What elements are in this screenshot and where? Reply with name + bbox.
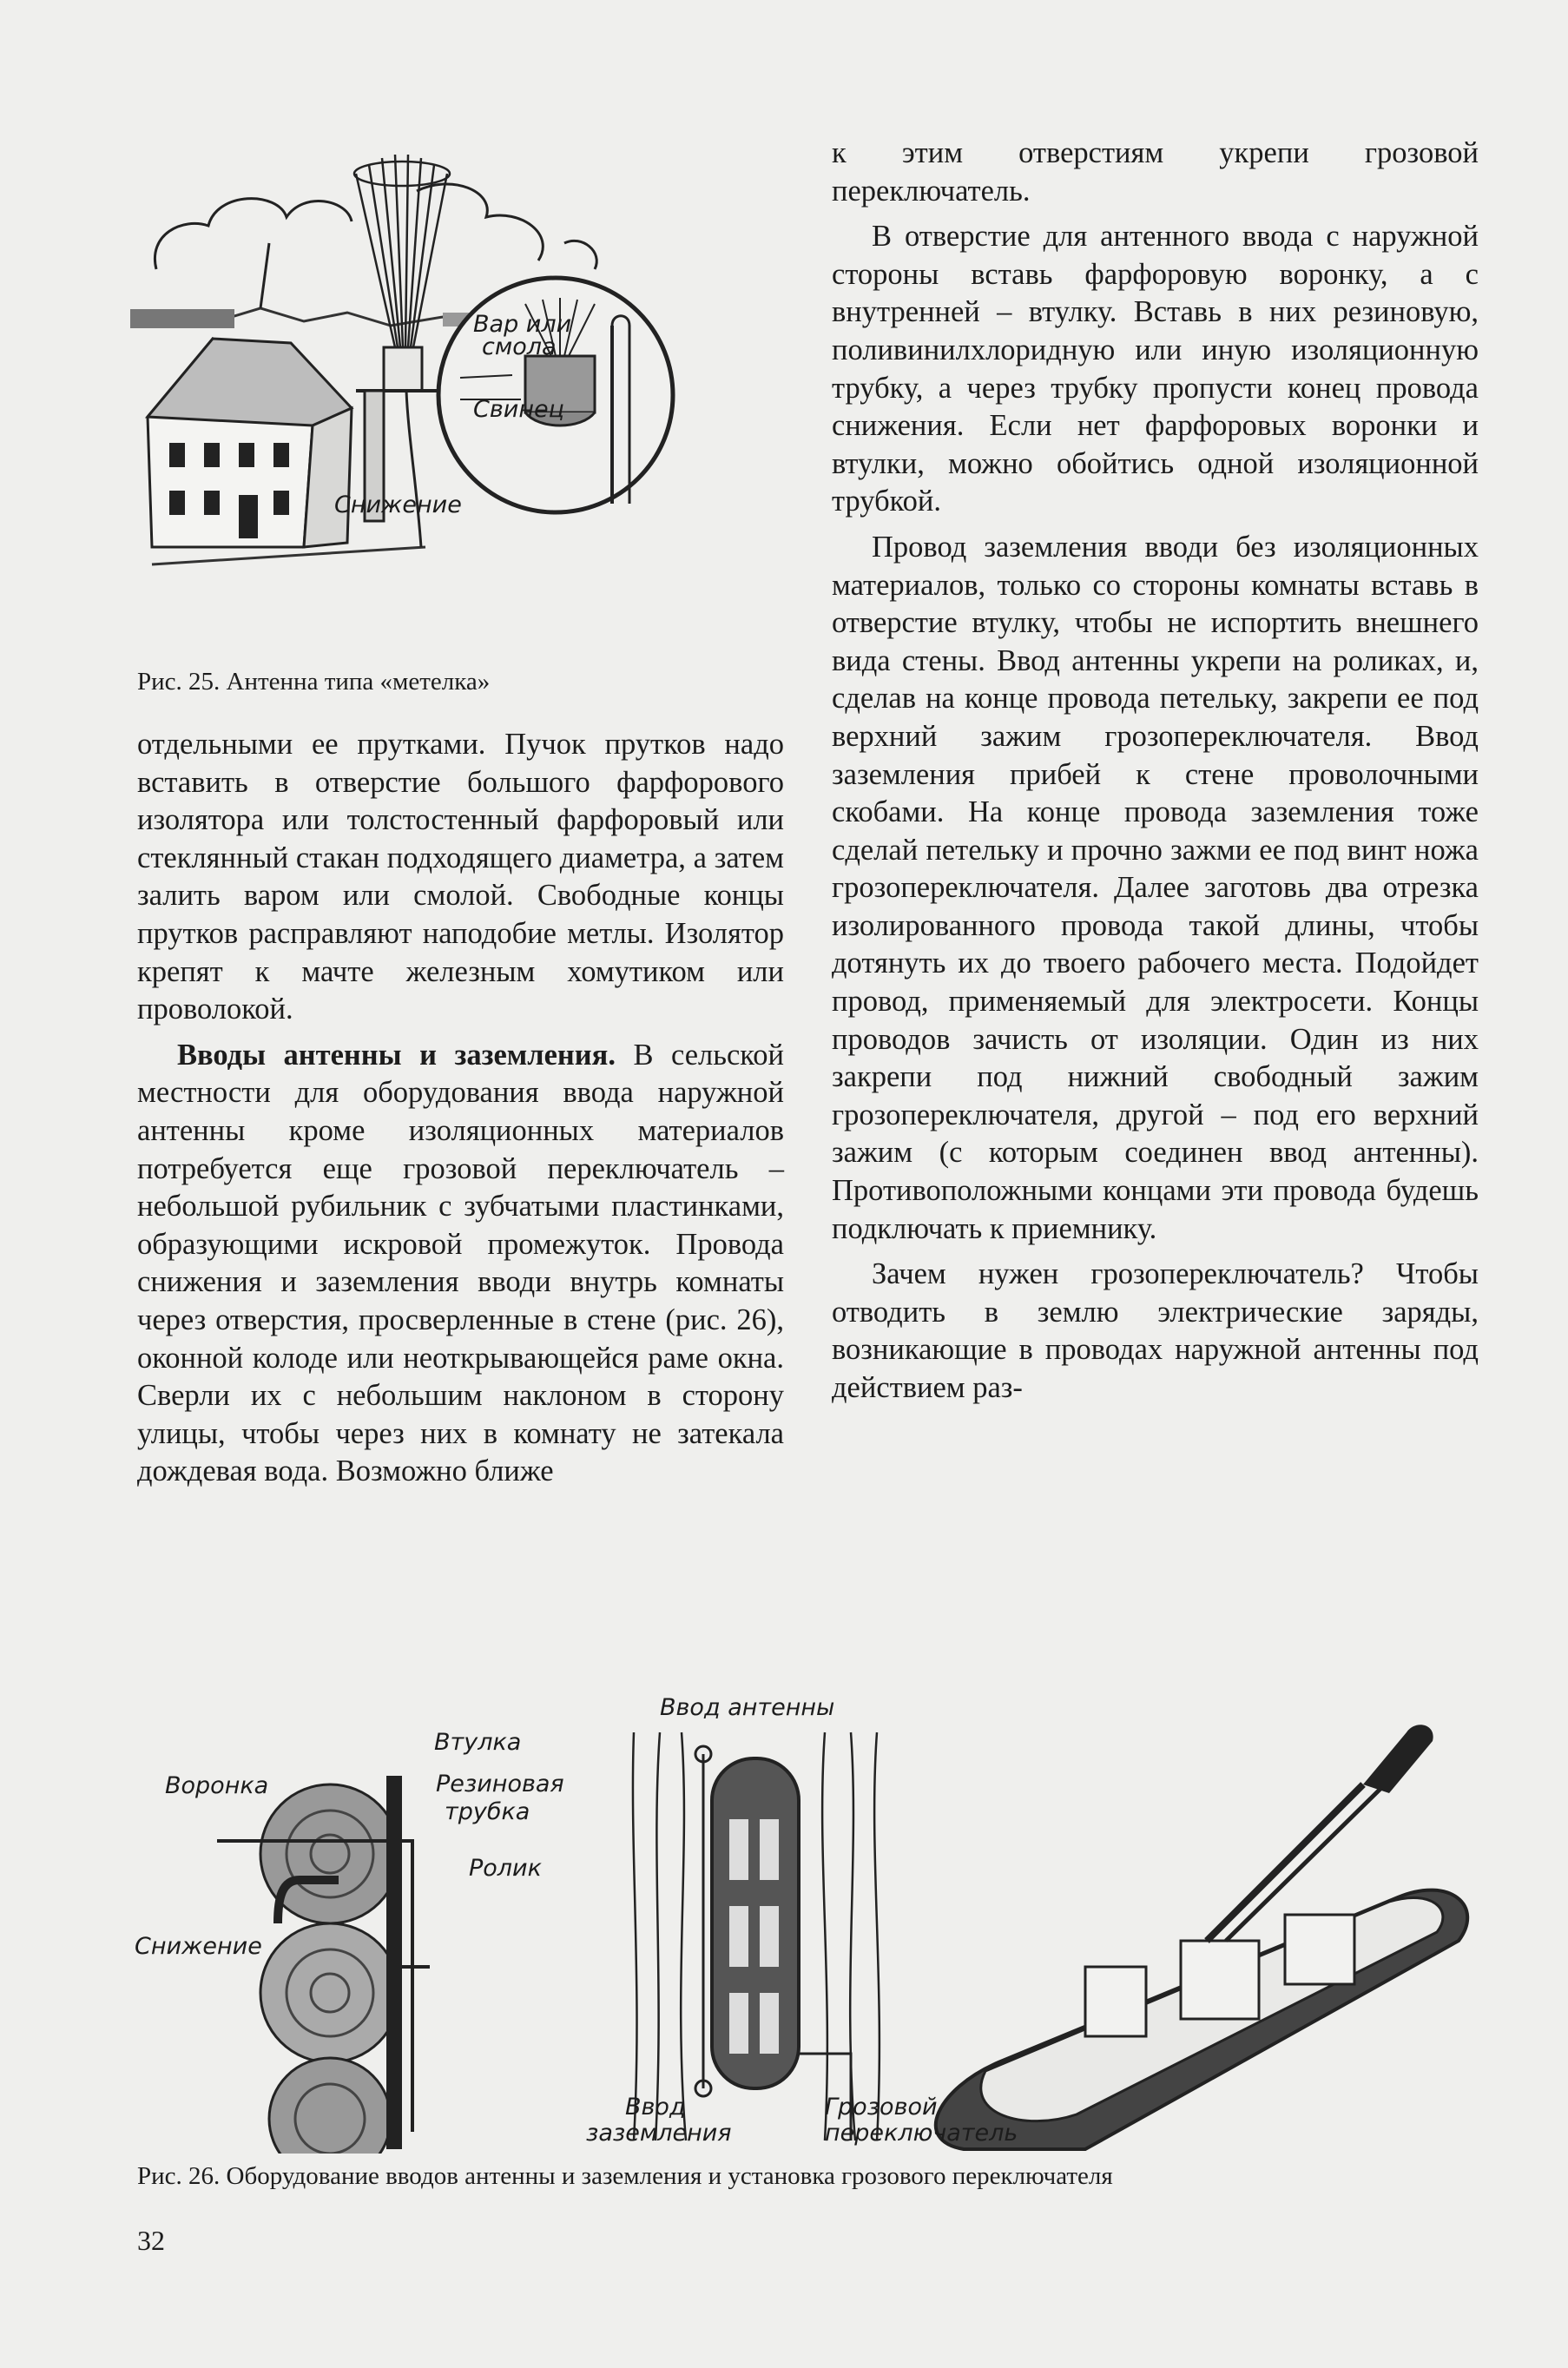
page-number: 32 xyxy=(137,2225,165,2256)
paragraph: отдельными ее прутками. Пучок прутков надо вставить в отверстие большого фарфорового изолятора или толстостенный фарфоровый или стеклянный стакан подходящего диаметра, а затем залить варом или смолой. Свободные концы прутков расправляют наподобие метлы. Изолятор крепят к мачте железным хомутиком или проволокой. xyxy=(137,728,784,1026)
paragraph-text: В сельской местности для оборудования ввода наружной антенны кроме изоляционных материалов потребуется еще грозовой переключатель – небольшой рубильник с зубчатыми пластинками, образующими искровой промежуток. Провода снижения и заземления вводи внутрь комнаты через отверстия, просверленные в стене (рис. 26), оконной колоде или неоткрывающейся раме окна. Сверли их с небольшим наклоном в сторону улицы, чтобы через них в комнату не затекала дождевая вода. Возможно ближе xyxy=(137,1038,785,1488)
figure-25-caption: Рис. 25. Антенна типа «метелка» xyxy=(137,668,491,696)
section-heading-runin: Вводы антенны и заземления. xyxy=(177,1038,616,1072)
clouds-drawing xyxy=(155,184,596,269)
label-rolik: Ролик xyxy=(469,1855,542,1882)
wood-panel-drawing xyxy=(633,1732,880,2140)
text-column-left xyxy=(137,726,784,1491)
label-snizhenie: Снижение xyxy=(334,491,462,518)
label-vvod-zazemleniya-1: Ввод xyxy=(625,2094,686,2121)
paragraph: Зачем нужен грозопереключатель? Чтобы отводить в землю электрические заряды, возникающие в проводах наружной антенны под действием раз- xyxy=(832,1257,1479,1404)
label-var-1: Вар или xyxy=(473,311,572,338)
label-vvod-antenny: Ввод антенны xyxy=(660,1694,835,1721)
label-rezinovaya-2: трубка xyxy=(445,1798,530,1825)
text-column-right xyxy=(832,135,1479,1408)
figure-26-grounding-input xyxy=(130,1680,1485,2154)
label-snizhenie: Снижение xyxy=(135,1933,262,1960)
label-vtulka: Втулка xyxy=(434,1729,522,1756)
label-grozovoy-1: Грозовой xyxy=(825,2094,938,2121)
label-vvod-zazemleniya-2: заземления xyxy=(586,2120,732,2147)
paragraph xyxy=(137,1037,784,1491)
label-rezinovaya-1: Резиновая xyxy=(436,1771,564,1797)
label-voronka: Воронка xyxy=(165,1772,269,1799)
paragraph: В отверстие для антенного ввода с наружной стороны вставь фарфоровую воронку, а с внутренней – втулку. Вставь в них резиновую, поливинилхлоридную или иную изоляционную трубку, а через трубку пропусти конец провода снижения. Если нет фарфоровых воронки и втулки, можно обойтись одной изоляционной трубкой. xyxy=(832,220,1479,518)
label-grozovoy-2: переключатель xyxy=(825,2120,1018,2147)
lightning-switch-drawing xyxy=(936,1725,1467,2149)
label-svinets: Свинец xyxy=(473,396,564,423)
figure-26-caption: Рис. 26. Оборудование вводов антенны и заземления и установка грозового переключателя xyxy=(137,2162,1113,2190)
paragraph: к этим отверстиям укрепи грозовой переключатель. xyxy=(832,136,1479,208)
figure-25-broom-antenna xyxy=(130,139,790,625)
label-var-2: смола xyxy=(482,333,557,360)
paragraph: Провод заземления вводи без изоляционных материалов, только со стороны комнаты вставь в отверстие втулку, чтобы не испортить внешнего вида стены. Ввод антенны укрепи на роликах, и, сделав на конце провода петельку, закрепи ее под верхний зажим грозопереключателя. Ввод заземления прибей к стене проволочными скобами. На конце провода заземления тоже сделай петельку и прочно зажми ее под винт ножа грозопереключателя. Далее заготовь два отрезка изолированного провода такой длины, чтобы дотянуть их до твоего рабочего места. Подойдет провод, применяемый для электросети. Концы проводов зачисть от изоляции. Один из них закрепи под нижний свободный зажим грозопереключателя, другой – под его верхний зажим (с которым соединен ввод антенны). Противоположными концами эти провода будешь подключать к приемнику. xyxy=(832,530,1479,1245)
wall-logs-drawing xyxy=(217,1776,430,2154)
